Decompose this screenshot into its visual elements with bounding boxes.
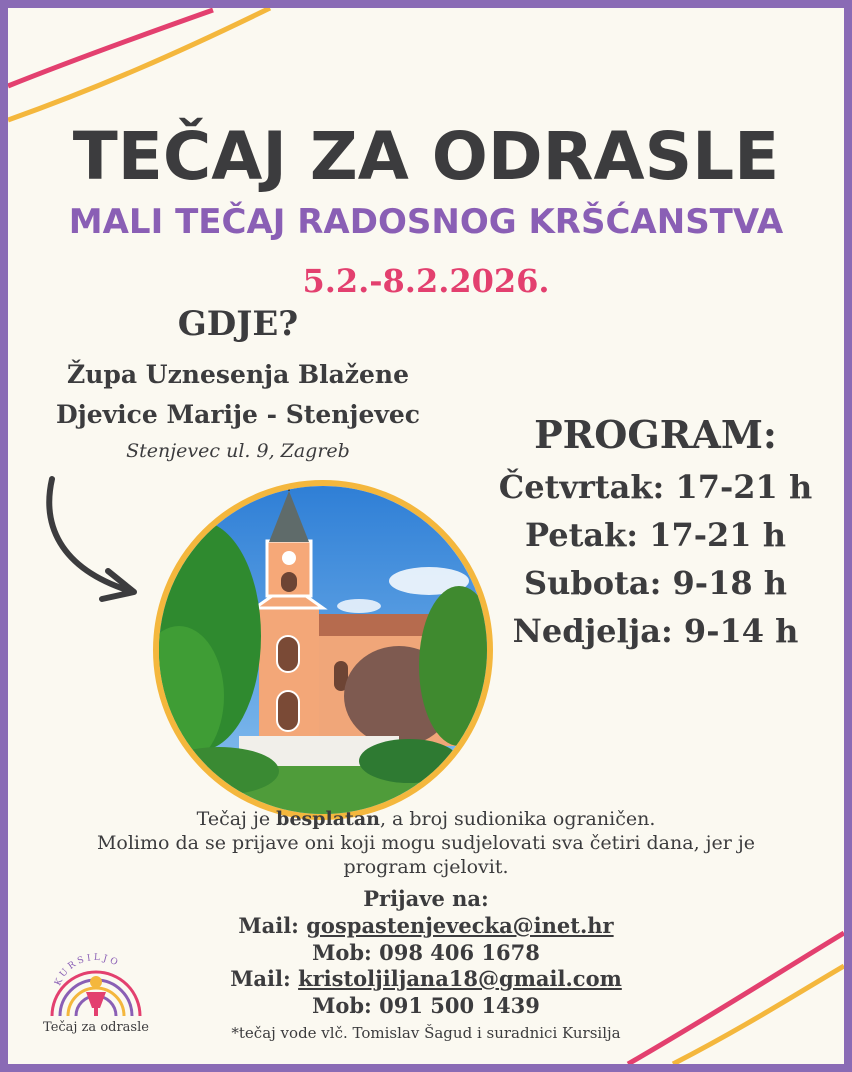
contact-phone-2: Mob: 091 500 1439 [312, 993, 540, 1018]
contact-mail-2 [188, 966, 664, 991]
info-line-1-post: , a broj sudionika ograničen. [379, 808, 656, 830]
contact-heading: Prijave na: [363, 886, 489, 911]
event-dates: 5.2.-8.2.2026. [302, 262, 550, 300]
mail-label-2: Mail: [230, 966, 299, 991]
info-line-1-pre: Tečaj je [196, 808, 277, 830]
info-free-label: besplatan [276, 808, 380, 830]
info-line-3: program cjelovit. [343, 856, 509, 878]
logo-ring-text: KURSILJO [53, 952, 122, 988]
info-line-2: Molimo da se prijave oni koji mogu sudjelovati sva četiri dana, jer je [96, 832, 756, 854]
email-link-2[interactable]: kristoljiljana18@gmail.com [298, 966, 622, 991]
logo-caption: Tečaj za odrasle [43, 1020, 149, 1035]
email-link-1[interactable]: gospastenjevecka@inet.hr [306, 913, 614, 938]
info-line-1 [48, 808, 804, 831]
program-item-thursday: Četvrtak: 17-21 h [498, 468, 813, 506]
curved-arrow-icon [38, 473, 148, 603]
page-title: TEČAJ ZA ODRASLE [72, 118, 780, 195]
contact-phone-1: Mob: 098 406 1678 [312, 940, 540, 965]
contact-mail-1 [188, 913, 664, 938]
program-item-sunday: Nedjelja: 9-14 h [512, 612, 799, 650]
location-heading: GDJE? [177, 304, 299, 344]
location-name-line2: Djevice Marije - Stenjevec [55, 400, 421, 429]
poster [8, 8, 844, 1064]
program-item-friday: Petak: 17-21 h [525, 516, 786, 554]
program-item-saturday: Subota: 9-18 h [523, 564, 788, 602]
kursiljo-logo [36, 938, 156, 1022]
page-subtitle: MALI TEČAJ RADOSNOG KRŠĆANSTVA [68, 202, 784, 242]
footer-note: *tečaj vode vlč. Tomislav Šagud i suradnici Kursilja [231, 1024, 621, 1042]
program-heading: PROGRAM: [534, 412, 777, 457]
mail-label-1: Mail: [238, 913, 307, 938]
location-address: Stenjevec ul. 9, Zagreb [126, 440, 350, 462]
church-photo [153, 480, 493, 820]
location-name-line1: Župa Uznesenja Blažene [66, 360, 409, 389]
